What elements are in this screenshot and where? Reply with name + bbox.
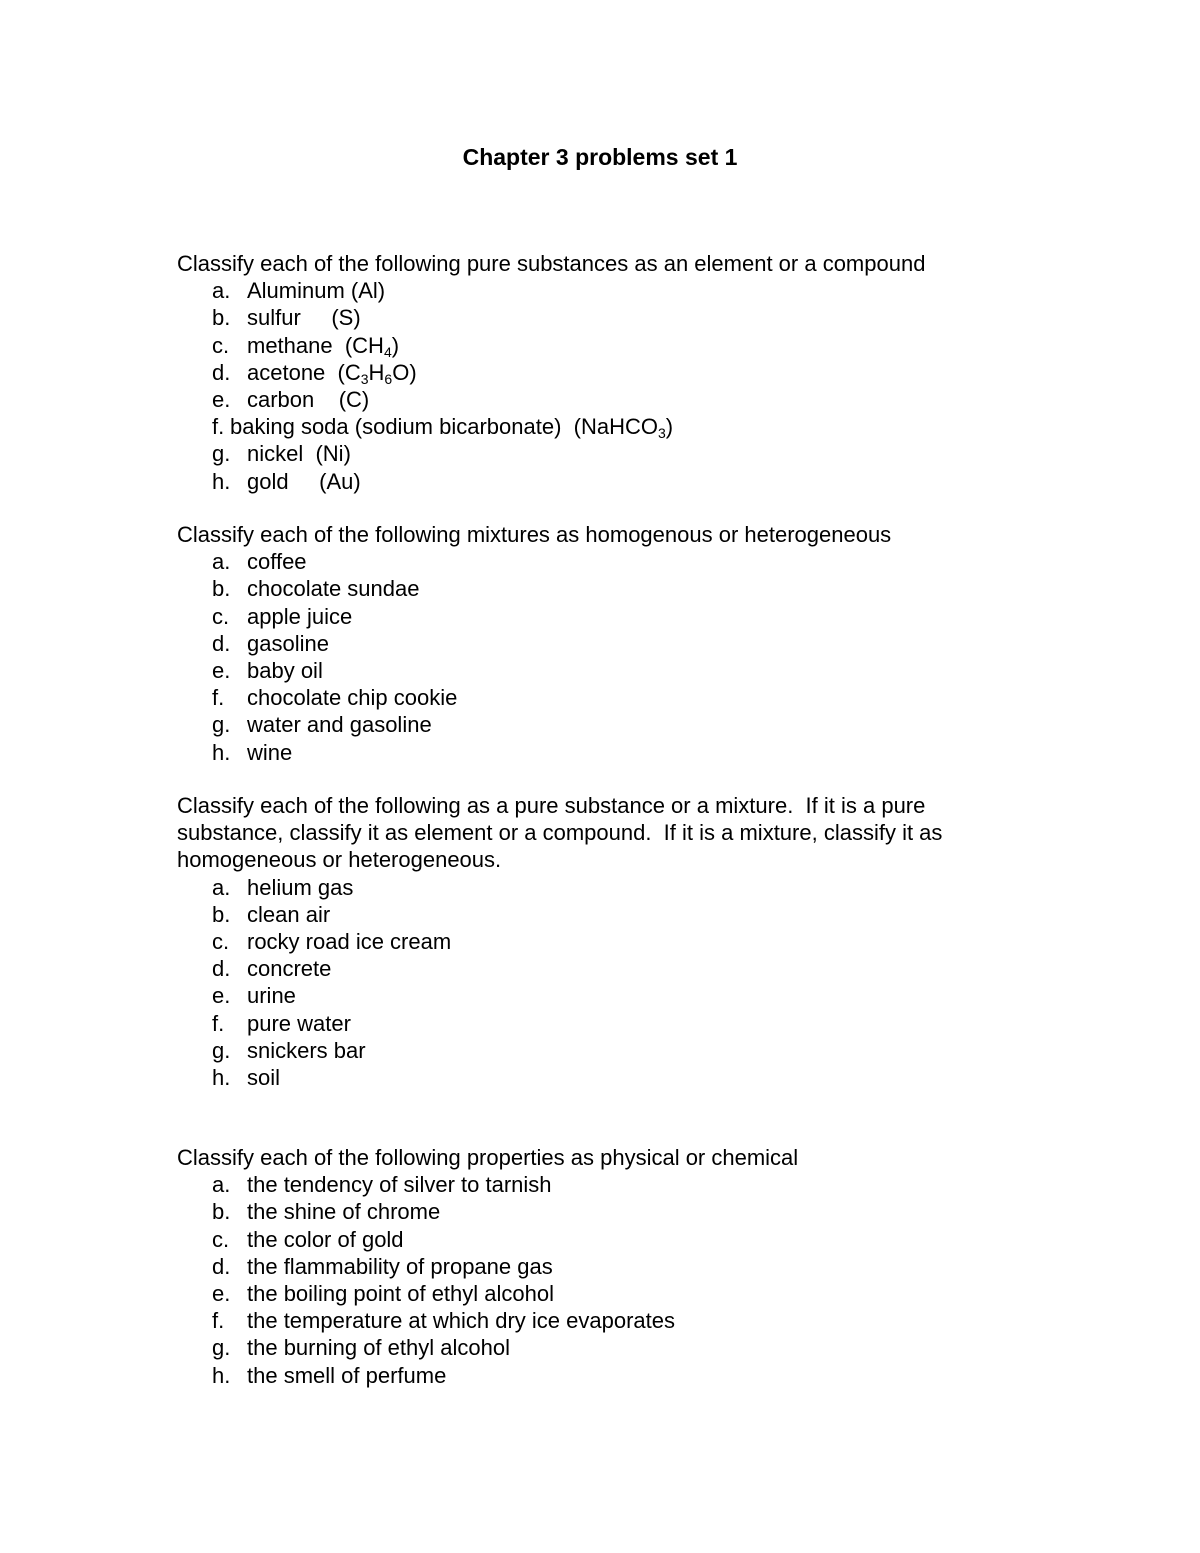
item-letter: b. [212, 576, 231, 602]
item-text: sulfur (S) [247, 305, 361, 331]
item-text: Aluminum (Al) [247, 278, 386, 304]
formula-part: ) [665, 414, 674, 440]
item-letter: d. [212, 956, 231, 982]
item-text: gasoline [247, 630, 329, 656]
item-letter: c. [212, 603, 230, 629]
list-item [177, 1037, 1037, 1064]
item-letter: e. [212, 386, 231, 412]
item-text: helium gas [247, 874, 354, 900]
formula-part: acetone (C [247, 359, 361, 385]
item-letter: c. [212, 1226, 230, 1252]
list-item [177, 304, 1037, 331]
list-item [177, 1334, 1037, 1361]
item-text: chocolate chip cookie [247, 685, 458, 711]
item-letter: b. [212, 305, 231, 331]
item-letter: g. [212, 441, 231, 467]
list-item [177, 413, 1037, 440]
formula-part: O) [392, 359, 417, 385]
formula-subscript: 3 [657, 425, 666, 442]
list-item [177, 332, 1037, 359]
question-prompt: Classify each of the following mixtures as homogenous or heterogeneous [177, 522, 892, 547]
item-text: water and gasoline [247, 712, 432, 738]
formula-subscript: 6 [384, 370, 393, 387]
list-item [177, 684, 1037, 711]
page-title: Chapter 3 problems set 1 [462, 144, 738, 170]
item-letter: a. [212, 278, 231, 304]
list-item [177, 1171, 1037, 1198]
item-text: chocolate sundae [247, 576, 420, 602]
question-properties [177, 1144, 1037, 1389]
list-item [177, 711, 1037, 738]
item-text: the tendency of silver to tarnish [247, 1172, 552, 1198]
item-text: the temperature at which dry ice evaporates [247, 1308, 676, 1334]
item-letter: h. [212, 1362, 231, 1388]
list-item [177, 575, 1037, 602]
formula-subscript: 3 [360, 370, 369, 387]
item-letter: b. [212, 1199, 231, 1225]
item-letter: a. [212, 1172, 231, 1198]
formula-part: ) [391, 332, 400, 358]
list-item [177, 630, 1037, 657]
item-letter: g. [212, 712, 231, 738]
item-letter: a. [212, 549, 231, 575]
list-item [177, 386, 1037, 413]
list-item [177, 928, 1037, 955]
item-text [247, 359, 417, 386]
list-item [177, 359, 1037, 386]
item-letter: f. [212, 685, 225, 711]
item-letter: d. [212, 359, 231, 385]
item-letter: d. [212, 630, 231, 656]
item-text: the flammability of propane gas [247, 1253, 553, 1279]
item-text: concrete [247, 956, 332, 982]
item-letter: e. [212, 1280, 231, 1306]
item-letter: d. [212, 1253, 231, 1279]
item-text: the burning of ethyl alcohol [247, 1335, 510, 1361]
list-item [177, 739, 1037, 766]
item-text: clean air [247, 901, 331, 927]
list-item [177, 1198, 1037, 1225]
item-letter: f. [212, 414, 225, 440]
item-letter: e. [212, 657, 231, 683]
item-text: nickel (Ni) [247, 441, 351, 467]
item-text: the shine of chrome [247, 1199, 441, 1225]
item-letter: g. [212, 1335, 231, 1361]
list-item [177, 277, 1037, 304]
item-text: soil [247, 1064, 281, 1090]
item-letter: h. [212, 739, 231, 765]
list-item [177, 1253, 1037, 1280]
formula-part: H [368, 359, 385, 385]
list-item [177, 1010, 1037, 1037]
list-item [177, 1280, 1037, 1307]
list-item [177, 955, 1037, 982]
list-item [177, 1226, 1037, 1253]
item-text: apple juice [247, 603, 353, 629]
formula-part: methane (CH [247, 332, 384, 358]
item-letter: b. [212, 901, 231, 927]
list-item [177, 440, 1037, 467]
question-mixtures [177, 521, 1037, 766]
item-text: urine [247, 983, 296, 1009]
answer-list [177, 548, 1037, 766]
formula-subscript: 4 [383, 343, 392, 360]
item-text: the color of gold [247, 1226, 404, 1252]
item-text: gold (Au) [247, 468, 361, 494]
formula-part: baking soda (sodium bicarbonate) (NaHCO [230, 414, 658, 440]
question-pure-substances [177, 250, 1037, 495]
question-prompt: Classify each of the following properties as physical or chemical [177, 1145, 799, 1170]
question-prompt: Classify each of the following pure substances as an element or a compound [177, 251, 926, 276]
item-text: pure water [247, 1010, 351, 1036]
item-text [247, 332, 399, 359]
item-letter: e. [212, 983, 231, 1009]
item-letter: c. [212, 928, 230, 954]
item-letter: h. [212, 468, 231, 494]
list-item [177, 1307, 1037, 1334]
item-text: snickers bar [247, 1037, 366, 1063]
item-text: rocky road ice cream [247, 928, 452, 954]
item-letter: g. [212, 1037, 231, 1063]
item-text: coffee [247, 549, 307, 575]
answer-list [177, 874, 1037, 1092]
list-item [177, 901, 1037, 928]
answer-list [177, 1171, 1037, 1389]
item-text: carbon (C) [247, 386, 370, 412]
list-item [177, 1064, 1037, 1091]
list-item [177, 468, 1037, 495]
item-text [230, 413, 673, 440]
list-item [177, 1362, 1037, 1389]
list-item [177, 982, 1037, 1009]
item-letter: f. [212, 1308, 225, 1334]
item-text: the smell of perfume [247, 1362, 447, 1388]
item-letter: h. [212, 1064, 231, 1090]
question-pure-or-mixture [177, 792, 1037, 1091]
question-prompt: Classify each of the following as a pure substance or a mixture. If it is a pure substance, classify it as element or a compound. If it is a mixture, classify it as homogeneous or heterogeneous. [177, 793, 949, 873]
item-text: wine [247, 739, 293, 765]
list-item [177, 603, 1037, 630]
item-letter: a. [212, 874, 231, 900]
list-item [177, 548, 1037, 575]
item-letter: f. [212, 1010, 225, 1036]
list-item [177, 874, 1037, 901]
item-letter: c. [212, 332, 230, 358]
item-text: baby oil [247, 657, 323, 683]
answer-list [177, 277, 1037, 495]
list-item [177, 657, 1037, 684]
item-text: the boiling point of ethyl alcohol [247, 1280, 554, 1306]
